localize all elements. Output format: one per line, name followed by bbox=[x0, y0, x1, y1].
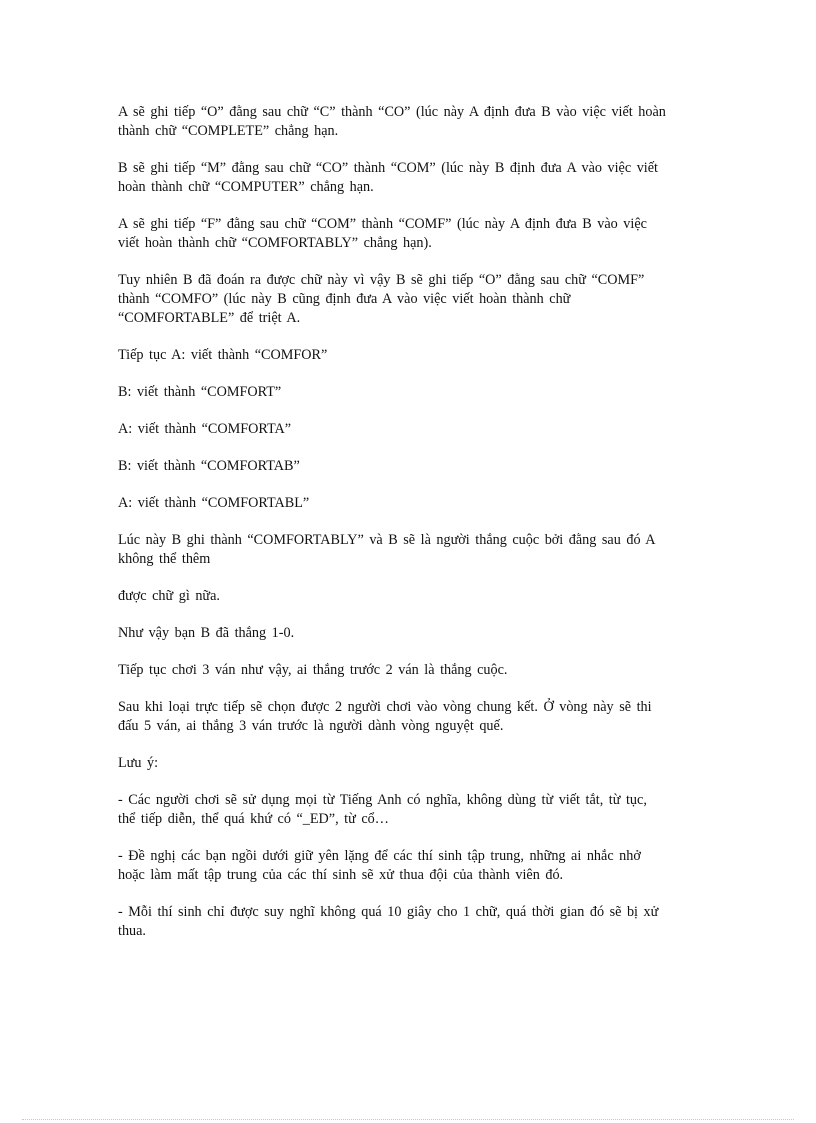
paragraph-12: Như vậy bạn B đã thắng 1-0. bbox=[118, 625, 295, 641]
page-bottom-divider bbox=[22, 1119, 794, 1120]
paragraph-11: được chữ gì nữa. bbox=[118, 588, 220, 604]
paragraph-2: B sẽ ghi tiếp “M” đằng sau chữ “CO” thành “COM” (lúc này B định đưa A vào việc viết hoàn thành chữ “COMPUTER” chẳng hạn. bbox=[118, 160, 658, 195]
paragraph-17: - Đề nghị các bạn ngồi dưới giữ yên lặng để các thí sinh tập trung, những ai nhắc nhở hoặc làm mất tập trung của các thí sinh sẽ xử thua đội của thành viên đó. bbox=[118, 848, 641, 883]
paragraph-3: A sẽ ghi tiếp “F” đằng sau chữ “COM” thành “COMF” (lúc này A định đưa B vào việc viết hoàn thành chữ “COMFORTABLY” chẳng hạn). bbox=[118, 216, 647, 251]
paragraph-1: A sẽ ghi tiếp “O” đằng sau chữ “C” thành “CO” (lúc này A định đưa B vào việc viết hoàn thành chữ “COMPLETE” chẳng hạn. bbox=[118, 104, 666, 139]
paragraph-16: - Các người chơi sẽ sử dụng mọi từ Tiếng Anh có nghĩa, không dùng từ viết tắt, từ tục, thể tiếp diễn, thể quá khứ có “_ED”, từ cổ… bbox=[118, 792, 647, 827]
paragraph-15: Lưu ý: bbox=[118, 755, 159, 771]
paragraph-14: Sau khi loại trực tiếp sẽ chọn được 2 người chơi vào vòng chung kết. Ở vòng này sẽ thi đấu 5 ván, ai thắng 3 ván trước là người dành vòng nguyệt quế. bbox=[118, 699, 652, 734]
paragraph-18: - Mỗi thí sinh chỉ được suy nghĩ không quá 10 giây cho 1 chữ, quá thời gian đó sẽ bị xử thua. bbox=[118, 904, 659, 939]
document-body bbox=[118, 103, 708, 959]
paragraph-5: Tiếp tục A: viết thành “COMFOR” bbox=[118, 347, 328, 363]
paragraph-13: Tiếp tục chơi 3 ván như vậy, ai thắng trước 2 ván là thắng cuộc. bbox=[118, 662, 508, 678]
paragraph-8: B: viết thành “COMFORTAB” bbox=[118, 458, 300, 474]
paragraph-9: A: viết thành “COMFORTABL” bbox=[118, 495, 310, 511]
paragraph-10: Lúc này B ghi thành “COMFORTABLY” và B sẽ là người thắng cuộc bởi đằng sau đó A không thể thêm bbox=[118, 532, 656, 567]
paragraph-7: A: viết thành “COMFORTA” bbox=[118, 421, 292, 437]
paragraph-6: B: viết thành “COMFORT” bbox=[118, 384, 282, 400]
paragraph-4: Tuy nhiên B đã đoán ra được chữ này vì vậy B sẽ ghi tiếp “O” đằng sau chữ “COMF” thành “COMFO” (lúc này B cũng định đưa A vào việc viết hoàn thành chữ “COMFORTABLE” để triệt A. bbox=[118, 272, 645, 326]
